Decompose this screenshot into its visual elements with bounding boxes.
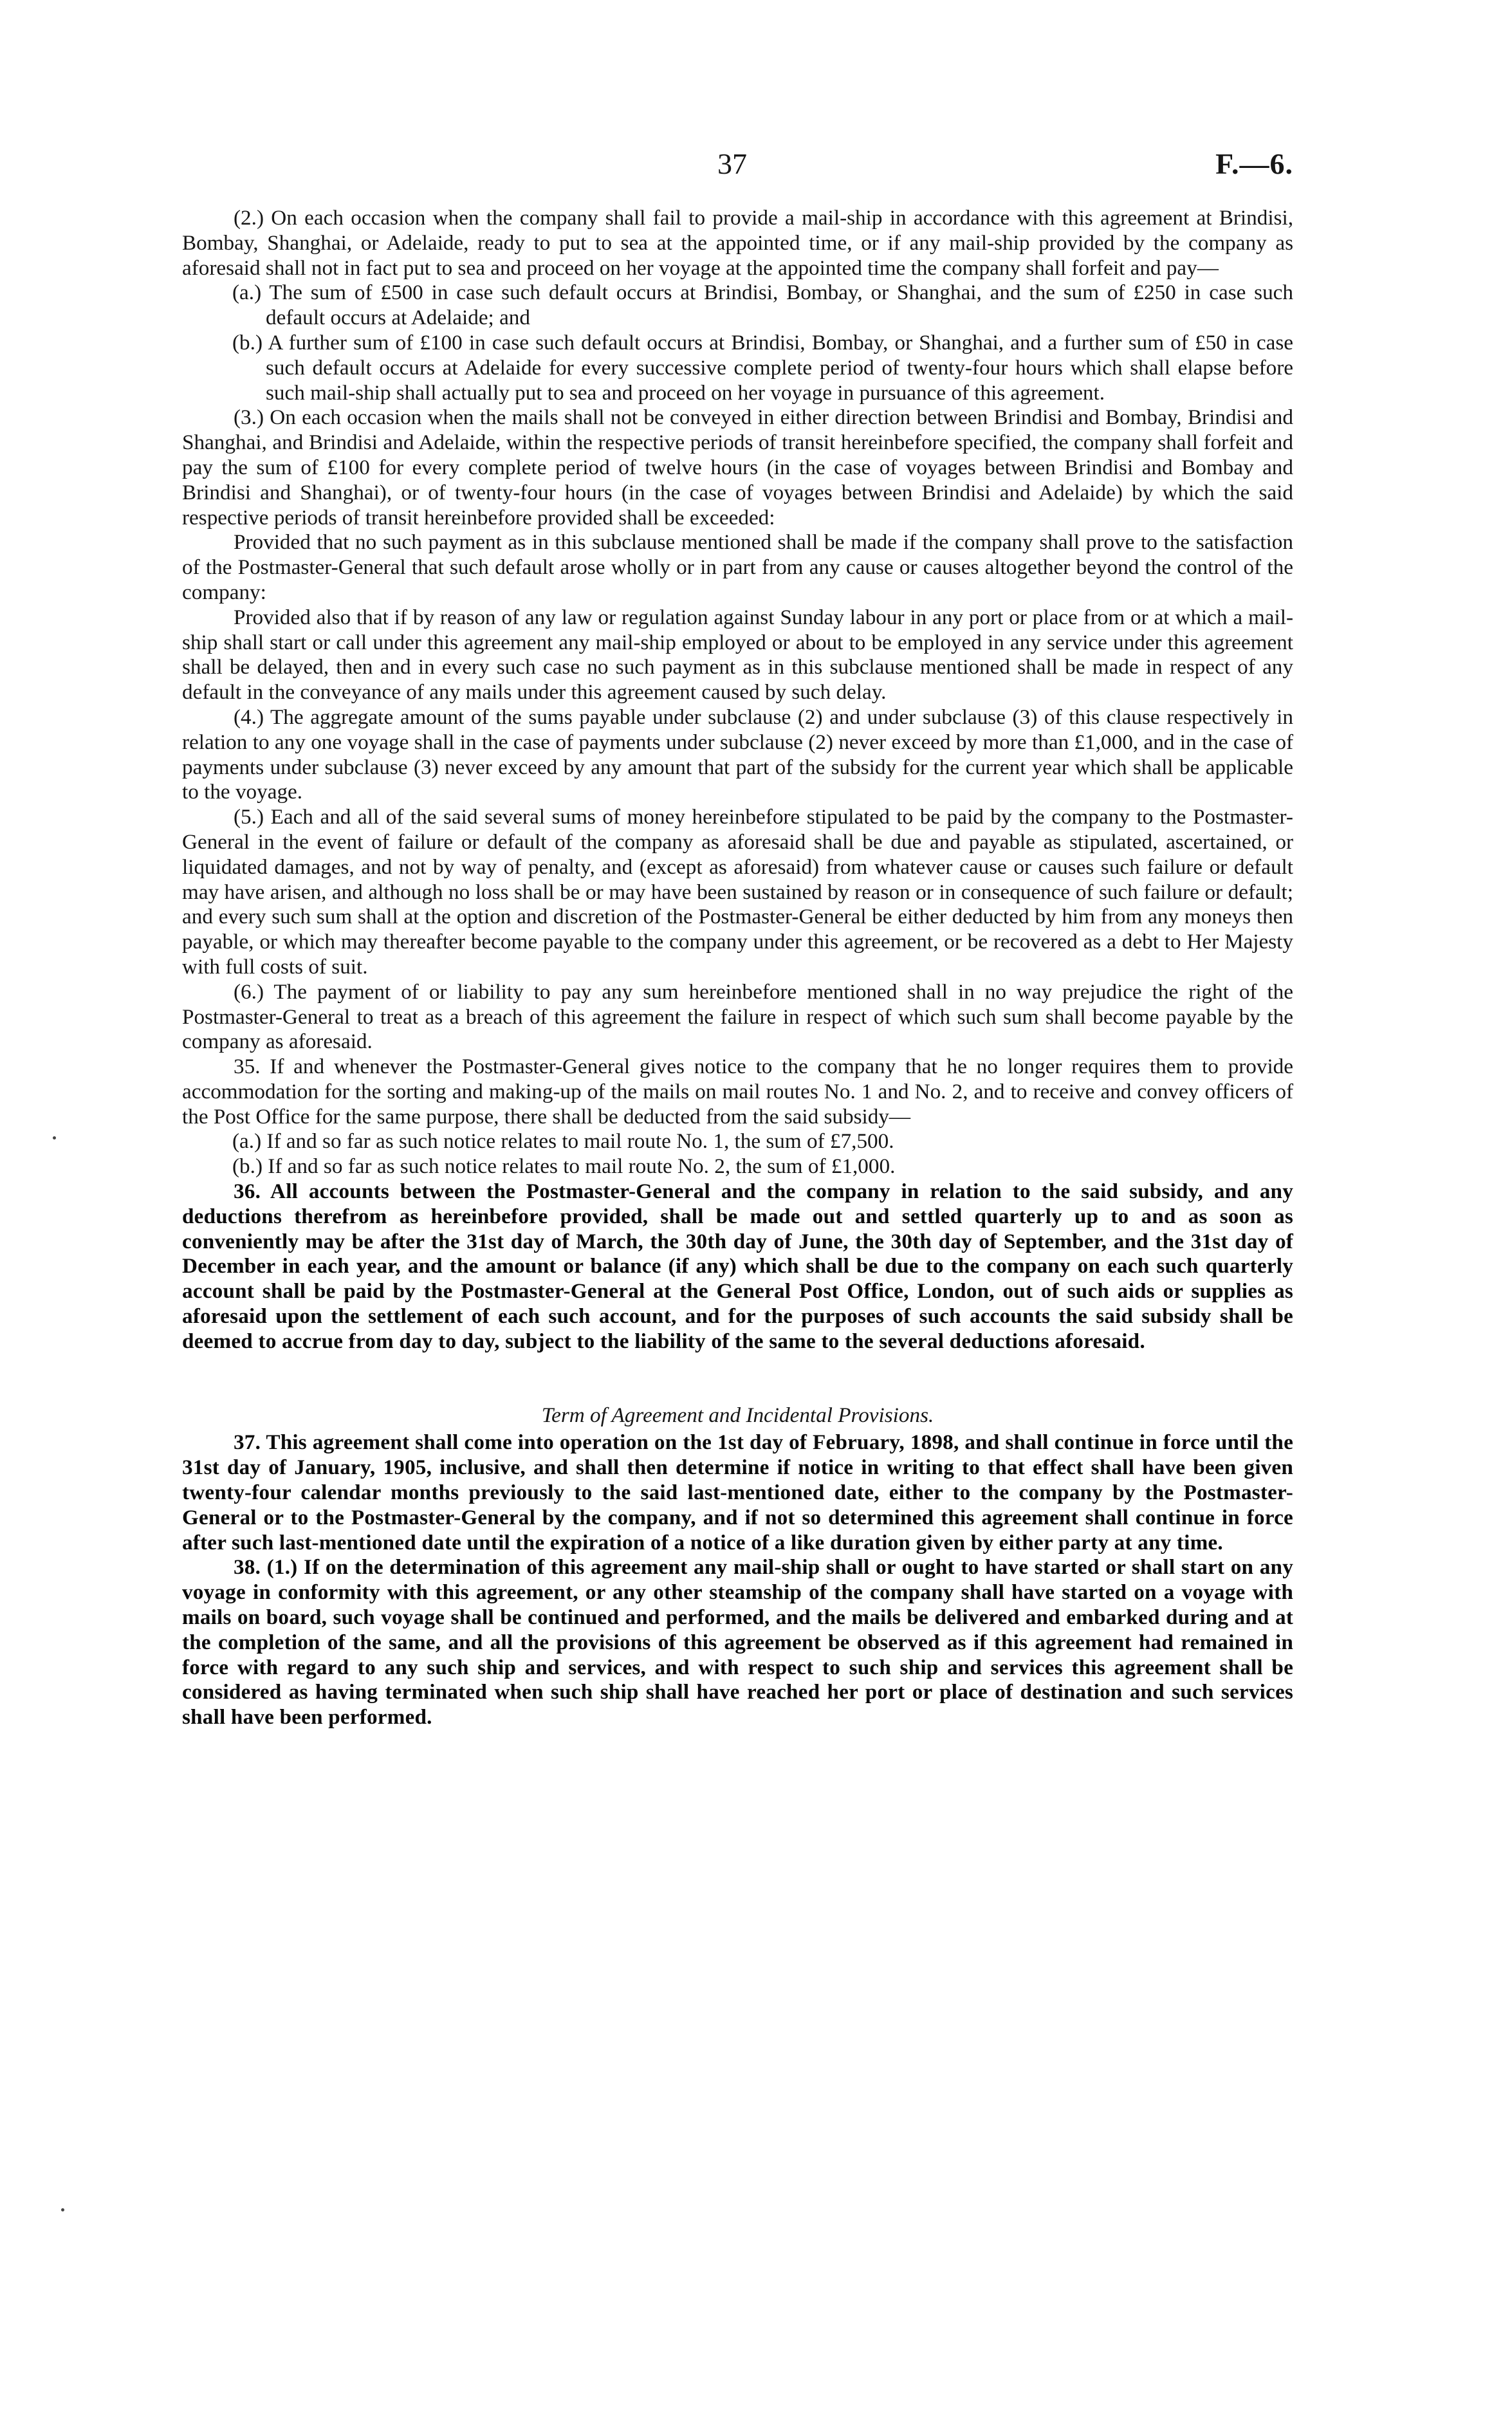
- paragraph: Provided that no such payment as in this subclause mentioned shall be made if the company shall prove to the satisfaction of the Postmaster-General that such default arose wholly or in part from any cause or causes altogether beyond the control of the company:: [182, 530, 1293, 604]
- paragraph: 38. (1.) If on the determination of this agreement any mail-ship shall or ought to have started or shall start on any voyage in conformity with this agreement, or any other steamship of the company shall have started on a voyage with mails on board, such voyage shall be continued and performed, and the mails be delivered and embarked during and at the completion of the same, and all the provisions of this agreement be observed as if this agreement had remained in force with regard to any such ship and services, and with respect to such ship and services this agreement shall be considered as having terminated when such ship shall have reached her port or place of destination and such services shall have been performed.: [182, 1555, 1293, 1730]
- paragraph: Provided also that if by reason of any law or regulation against Sunday labour in any port or place from or at which a mail-ship shall start or call under this agreement any mail-ship employed or about to be employed in any service under this agreement shall be delayed, then and in every such case no such payment as in this subclause mentioned shall be made in respect of any default in the conveyance of any mails under this agreement caused by such delay.: [182, 605, 1293, 705]
- paragraph: (6.) The payment of or liability to pay any sum hereinbefore mentioned shall in no way prejudice the right of the Postmaster-General to treat as a breach of this agreement the failure in respect of which such sum shall become payable by the company as aforesaid.: [182, 979, 1293, 1054]
- document-body: [182, 206, 1293, 1730]
- scan-speck: [53, 1136, 56, 1140]
- page-header: [0, 147, 1512, 192]
- list-item: (b.) If and so far as such notice relates to mail route No. 2, the sum of £1,000.: [232, 1154, 896, 1179]
- scan-speck: [61, 2208, 64, 2211]
- section-heading: Term of Agreement and Incidental Provisions.: [541, 1403, 934, 1427]
- paragraph: 36. All accounts between the Postmaster-General and the company in relation to the said subsidy, and any deductions therefrom as hereinbefore provided, shall be made out and settled quarterly up to and as soon as conveniently may be after the 31st day of March, the 30th day of June, the 30th day of September, and the 31st day of December in each year, and the amount or balance (if any) which shall be due to the company on each such quarterly account shall be paid by the Postmaster-General at the General Post Office, London, out of such aids or supplies as aforesaid upon the settlement of each such account, and for the purposes of such accounts the said subsidy shall be deemed to accrue from day to day, subject to the liability of the same to the several deductions aforesaid.: [182, 1179, 1293, 1353]
- page-number: 37: [717, 147, 747, 180]
- paragraph: 37. This agreement shall come into operation on the 1st day of February, 1898, and shall continue in force until the 31st day of January, 1905, inclusive, and shall then determine if notice in writing to that effect shall have been given twenty-four calendar months previously to the said last-mentioned date, either to the company by the Postmaster-General or to the Postmaster-General by the company, and if not so determined this agreement shall continue in force after such last-mentioned date until the expiration of a notice of a like duration given by either party at any time.: [182, 1430, 1293, 1555]
- paragraph: (2.) On each occasion when the company shall fail to provide a mail-ship in accordance with this agreement at Brindisi, Bombay, Shanghai, or Adelaide, ready to put to sea at the appointed time, or if any mail-ship provided by the company as aforesaid shall not in fact put to sea and proceed on her voyage at the appointed time the company shall forfeit and pay—: [182, 206, 1293, 280]
- list-item: (b.) A further sum of £100 in case such default occurs at Brindisi, Bombay, or Shanghai, and a further sum of £50 in case such default occurs at Adelaide for every successive complete period of twenty-four hours which shall elapse before such mail-ship shall actually put to sea and proceed on her voyage in pursuance of this agreement.: [232, 330, 1293, 405]
- document-reference: F.—6.: [1215, 147, 1293, 180]
- paragraph: (4.) The aggregate amount of the sums payable under subclause (2) and under subclause (3) of this clause respectively in relation to any one voyage shall in the case of payments under subclause (2) never exceed by more than £1,000, and in the case of payments under subclause (3) never exceed by any amount that part of the subsidy for the current year which shall be applicable to the voyage.: [182, 705, 1293, 804]
- list-item: (a.) If and so far as such notice relates to mail route No. 1, the sum of £7,500.: [232, 1129, 894, 1154]
- paragraph: (3.) On each occasion when the mails shall not be conveyed in either direction between Brindisi and Bombay, Brindisi and Shanghai, and Brindisi and Adelaide, within the respective periods of transit hereinbefore specified, the company shall forfeit and pay the sum of £100 for every complete period of twelve hours (in the case of voyages between Brindisi and Bombay and Brindisi and Shanghai), or of twenty-four hours (in the case of voyages between Brindisi and Adelaide) by which the said respective periods of transit hereinbefore provided shall be exceeded:: [182, 405, 1293, 530]
- paragraph: (5.) Each and all of the said several sums of money hereinbefore stipulated to be paid by the company to the Postmaster-General in the event of failure or default of the company as aforesaid shall be due and payable as stipulated, ascertained, or liquidated damages, and not by way of penalty, and (except as aforesaid) from whatever cause or causes such failure or default may have arisen, and although no loss shall be or may have been sustained by reason or in consequence of such failure or default; and every such sum shall at the option and discretion of the Postmaster-General be either deducted by him from any moneys then payable, or which may thereafter become payable to the company under this agreement, or be recovered as a debt to Her Majesty with full costs of suit.: [182, 805, 1293, 979]
- list-item: (a.) The sum of £500 in case such default occurs at Brindisi, Bombay, or Shanghai, and the sum of £250 in case such default occurs at Adelaide; and: [232, 281, 1293, 330]
- paragraph: 35. If and whenever the Postmaster-General gives notice to the company that he no longer requires them to provide accommodation for the sorting and making-up of the mails on mail routes No. 1 and No. 2, and to receive and convey officers of the Post Office for the same purpose, there shall be deducted from the said subsidy—: [182, 1055, 1293, 1129]
